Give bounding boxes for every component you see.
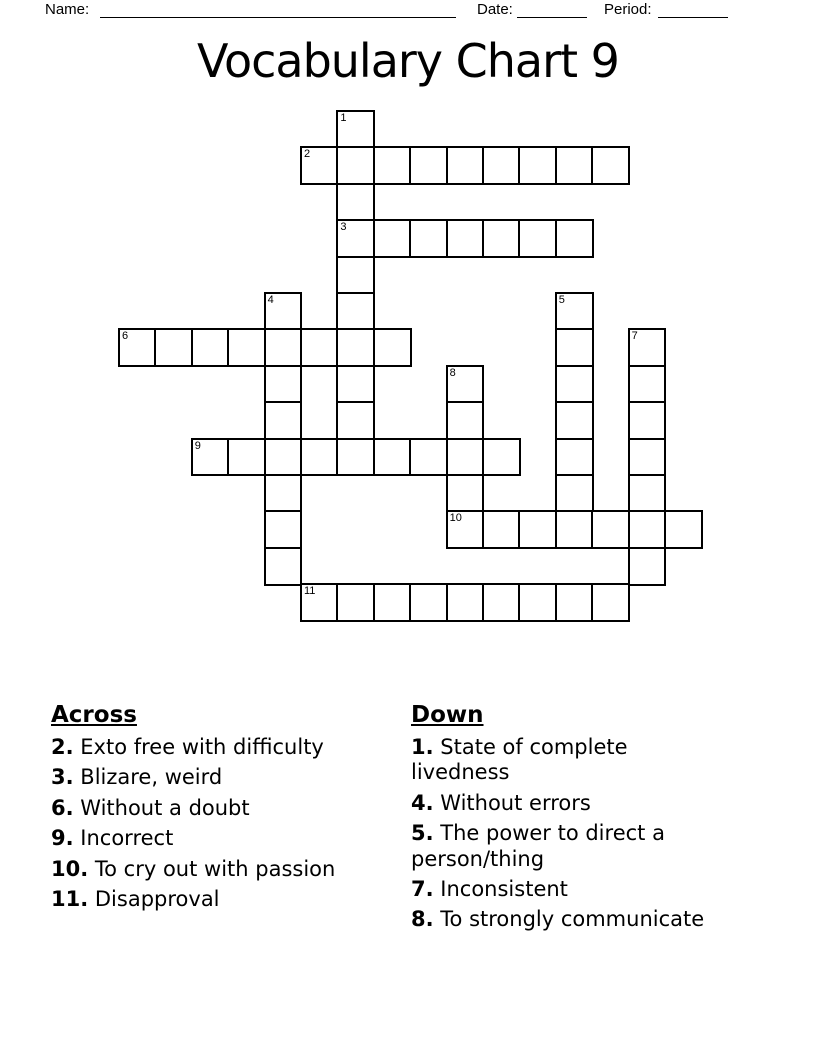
- clue-number: 3.: [51, 765, 74, 790]
- date-label: Date:: [477, 1, 513, 18]
- grid-cell: [446, 474, 485, 513]
- grid-cell: [154, 328, 193, 367]
- grid-cell: [518, 219, 557, 258]
- grid-cell: [409, 438, 448, 477]
- clue-text: Inconsistent: [440, 877, 568, 902]
- grid-cell: [336, 146, 375, 185]
- across-clues-section: [51, 702, 411, 917]
- grid-cell: [555, 146, 594, 185]
- grid-cell: [628, 328, 667, 367]
- cell-number-label: 8: [449, 366, 456, 379]
- clue-item: [51, 887, 411, 912]
- grid-cell: [227, 328, 266, 367]
- grid-cell: [336, 219, 375, 258]
- grid-cell: [482, 438, 521, 477]
- grid-cell: [591, 146, 630, 185]
- grid-cell: [264, 365, 303, 404]
- grid-cell: [336, 365, 375, 404]
- cell-number-label: 10: [449, 512, 462, 525]
- grid-cell: [336, 256, 375, 295]
- clue-item: [411, 735, 721, 786]
- grid-cell: [336, 438, 375, 477]
- clue-number: 1.: [411, 735, 434, 759]
- grid-cell: [555, 583, 594, 622]
- clue-text: Exto free with difficulty: [80, 735, 324, 759]
- grid-cell: [409, 219, 448, 258]
- cell-number-label: 6: [122, 330, 129, 343]
- grid-cell: [446, 219, 485, 258]
- grid-cell: [264, 328, 303, 367]
- grid-cell: [336, 583, 375, 622]
- grid-cell: [191, 328, 230, 367]
- grid-cell: [555, 219, 594, 258]
- grid-cell: [518, 146, 557, 185]
- across-clue-list: [51, 735, 411, 912]
- cell-number-label: 3: [340, 221, 347, 234]
- clue-number: 2.: [51, 735, 74, 759]
- grid-cell: [264, 292, 303, 331]
- grid-cell: [628, 401, 667, 440]
- grid-cell: [664, 510, 703, 549]
- grid-cell: [373, 328, 412, 367]
- grid-cell: [373, 583, 412, 622]
- clue-text: Incorrect: [80, 826, 174, 851]
- grid-cell: [591, 583, 630, 622]
- grid-cell: [373, 219, 412, 258]
- grid-cell: [555, 401, 594, 440]
- grid-cell: [300, 146, 339, 185]
- grid-cell: [555, 438, 594, 477]
- clue-number: 4.: [411, 790, 434, 815]
- clue-number: 11.: [51, 887, 89, 912]
- grid-cell: [628, 365, 667, 404]
- clue-number: 9.: [51, 826, 74, 851]
- clue-text: To strongly communicate: [440, 907, 705, 932]
- clue-item: [51, 765, 411, 790]
- grid-cell: [555, 328, 594, 367]
- clue-number: 5.: [411, 821, 434, 846]
- grid-cell: [446, 146, 485, 185]
- grid-cell: [227, 438, 266, 477]
- grid-cell: [264, 401, 303, 440]
- grid-cell: [336, 401, 375, 440]
- clue-item: [411, 877, 721, 902]
- grid-cell: [518, 583, 557, 622]
- cell-number-label: 2: [304, 148, 311, 161]
- grid-cell: [628, 510, 667, 549]
- cell-number-label: 7: [631, 330, 638, 343]
- grid-cell: [446, 583, 485, 622]
- across-heading: Across: [51, 702, 137, 728]
- grid-cell: [300, 328, 339, 367]
- clue-text: Without a doubt: [80, 795, 250, 820]
- grid-cell: [628, 547, 667, 586]
- grid-cell: [482, 510, 521, 549]
- grid-cell: [264, 547, 303, 586]
- grid-cell: [482, 146, 521, 185]
- down-clue-list: [411, 735, 721, 933]
- grid-cell: [373, 146, 412, 185]
- clue-item: [51, 796, 411, 821]
- cell-number-label: 4: [267, 294, 274, 306]
- grid-cell: [555, 292, 594, 331]
- clue-item: [411, 791, 721, 816]
- clue-text: Without errors: [440, 790, 591, 815]
- clue-text: State of complete livedness: [411, 735, 628, 785]
- clue-item: [51, 826, 411, 851]
- grid-cell: [482, 583, 521, 622]
- clue-number: 8.: [411, 907, 434, 932]
- clue-item: [411, 907, 721, 932]
- grid-cell: [373, 438, 412, 477]
- grid-cell: [409, 146, 448, 185]
- grid-cell: [446, 365, 485, 404]
- clue-text: Blizare, weird: [80, 765, 223, 790]
- clue-item: [51, 857, 411, 882]
- clue-number: 6.: [51, 795, 74, 820]
- grid-cell: [409, 583, 448, 622]
- cell-number-label: 11: [304, 585, 316, 598]
- grid-cell: [300, 583, 339, 622]
- grid-cell: [264, 438, 303, 477]
- name-label: Name:: [45, 1, 90, 18]
- period-label: Period:: [604, 1, 652, 18]
- cell-number-label: 1: [340, 112, 347, 124]
- clue-text: Disapproval: [94, 887, 220, 912]
- grid-cell: [446, 510, 485, 549]
- grid-cell: [300, 438, 339, 477]
- grid-cell: [555, 510, 594, 549]
- grid-cell: [446, 438, 485, 477]
- cell-number-label: 9: [194, 439, 201, 452]
- grid-cell: [628, 474, 667, 513]
- grid-cell: [446, 401, 485, 440]
- clue-number: 10.: [51, 856, 89, 881]
- grid-cell: [518, 510, 557, 549]
- clue-text: To cry out with passion: [94, 856, 336, 881]
- clue-number: 7.: [411, 877, 434, 902]
- grid-cell: [336, 183, 375, 222]
- grid-cell: [628, 438, 667, 477]
- page-title: Vocabulary Chart 9: [197, 34, 619, 88]
- grid-cell: [336, 292, 375, 331]
- clue-item: [411, 821, 721, 872]
- grid-cell: [336, 110, 375, 149]
- grid-cell: [264, 510, 303, 549]
- down-heading: Down: [411, 702, 484, 728]
- clue-text: The power to direct a person/thing: [411, 821, 665, 871]
- grid-cell: [336, 328, 375, 367]
- grid-cell: [555, 365, 594, 404]
- grid-cell: [191, 438, 230, 477]
- grid-cell: [555, 474, 594, 513]
- grid-cell: [482, 219, 521, 258]
- cell-number-label: 5: [558, 294, 565, 306]
- grid-cell: [118, 328, 157, 367]
- grid-cell: [591, 510, 630, 549]
- down-clues-section: [411, 702, 721, 938]
- grid-cell: [264, 474, 303, 513]
- clue-item: [51, 735, 411, 760]
